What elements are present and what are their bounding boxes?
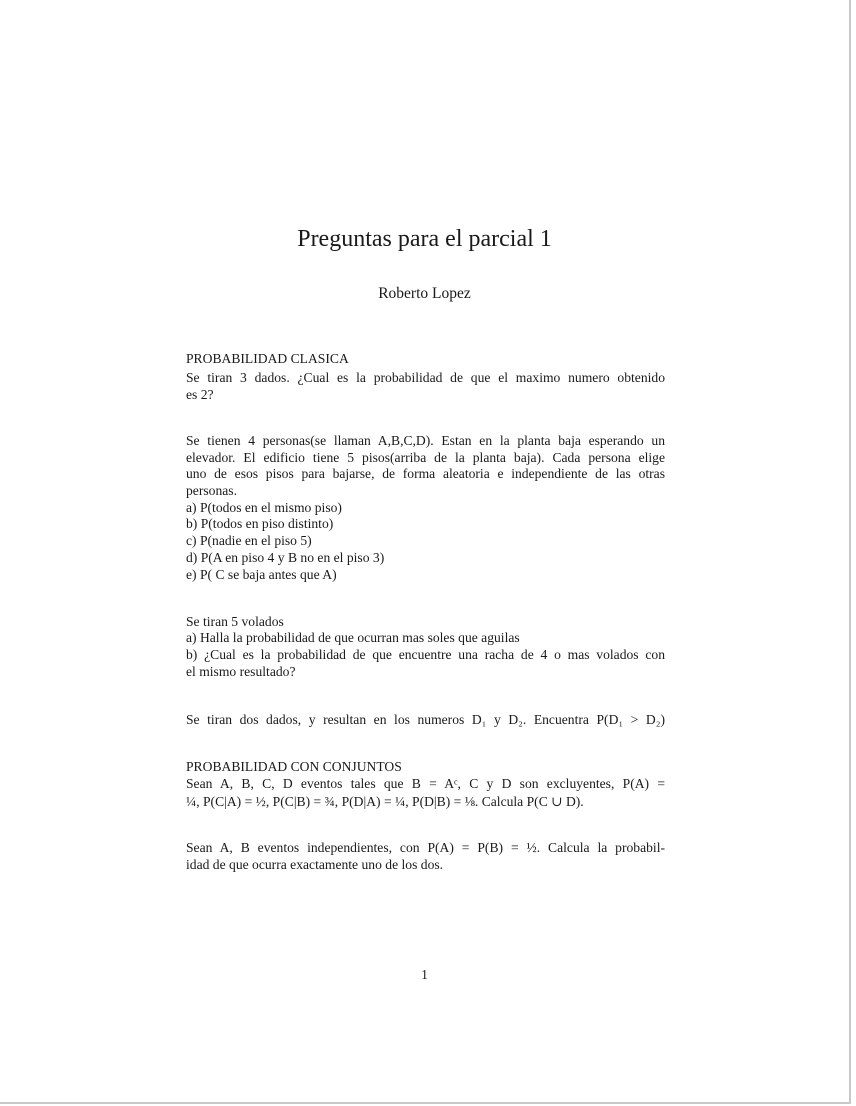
question-6-line: idad de que ocurra exactamente uno de los dos.	[186, 857, 444, 872]
question-3-item: b) ¿Cual es la probabilidad de que encuentre una racha de 4 o mas volados con	[186, 647, 665, 662]
question-2-item: d) P(A en piso 4 y B no en el piso 3)	[186, 550, 385, 565]
document-title: Preguntas para el parcial 1	[297, 226, 552, 252]
question-2-line: personas.	[186, 483, 237, 498]
question-2-item: b) P(todos en piso distinto)	[186, 516, 334, 531]
question-6-line: Sean A, B eventos independientes, con P(A) = P(B) = ½. Calcula la probabil-	[186, 840, 665, 855]
question-3-line: el mismo resultado?	[186, 664, 296, 679]
document-author: Roberto Lopez	[378, 285, 471, 302]
question-3-line: Se tiran 5 volados	[186, 614, 284, 629]
question-2-line: Se tienen 4 personas(se llaman A,B,C,D). Estan en la planta baja esperando un	[186, 433, 665, 448]
question-5-line: Sean A, B, C, D eventos tales que B = Aᶜ, C y D son excluyentes, P(A) =	[186, 776, 665, 791]
question-2-item: c) P(nadie en el piso 5)	[186, 533, 312, 548]
question-1-line: Se tiran 3 dados. ¿Cual es la probabilidad de que el maximo numero obtenido	[186, 370, 665, 385]
question-2-item: e) P( C se baja antes que A)	[186, 567, 337, 582]
question-2-line: elevador. El edificio tiene 5 pisos(arriba de la planta baja). Cada persona elige	[186, 450, 665, 465]
section-heading-conjuntos: PROBABILIDAD CON CONJUNTOS	[186, 759, 402, 774]
question-2-line: uno de esos pisos para bajarse, de forma aleatoria e independiente de las otras	[186, 466, 665, 481]
question-5-line: ¼, P(C|A) = ½, P(C|B) = ¾, P(D|A) = ¼, P(D|B) = ⅛. Calcula P(C ∪ D).	[186, 794, 584, 809]
section-heading-clasica: PROBABILIDAD CLASICA	[186, 351, 349, 366]
question-1-line: es 2?	[186, 387, 214, 402]
question-3-item: a) Halla la probabilidad de que ocurran mas soles que aguilas	[186, 630, 520, 645]
page-number: 1	[421, 967, 428, 982]
question-2-item: a) P(todos en el mismo piso)	[186, 500, 342, 515]
question-4-line: Se tiran dos dados, y resultan en los numeros D₁ y D₂. Encuentra P(D₁ > D₂)	[186, 712, 665, 727]
